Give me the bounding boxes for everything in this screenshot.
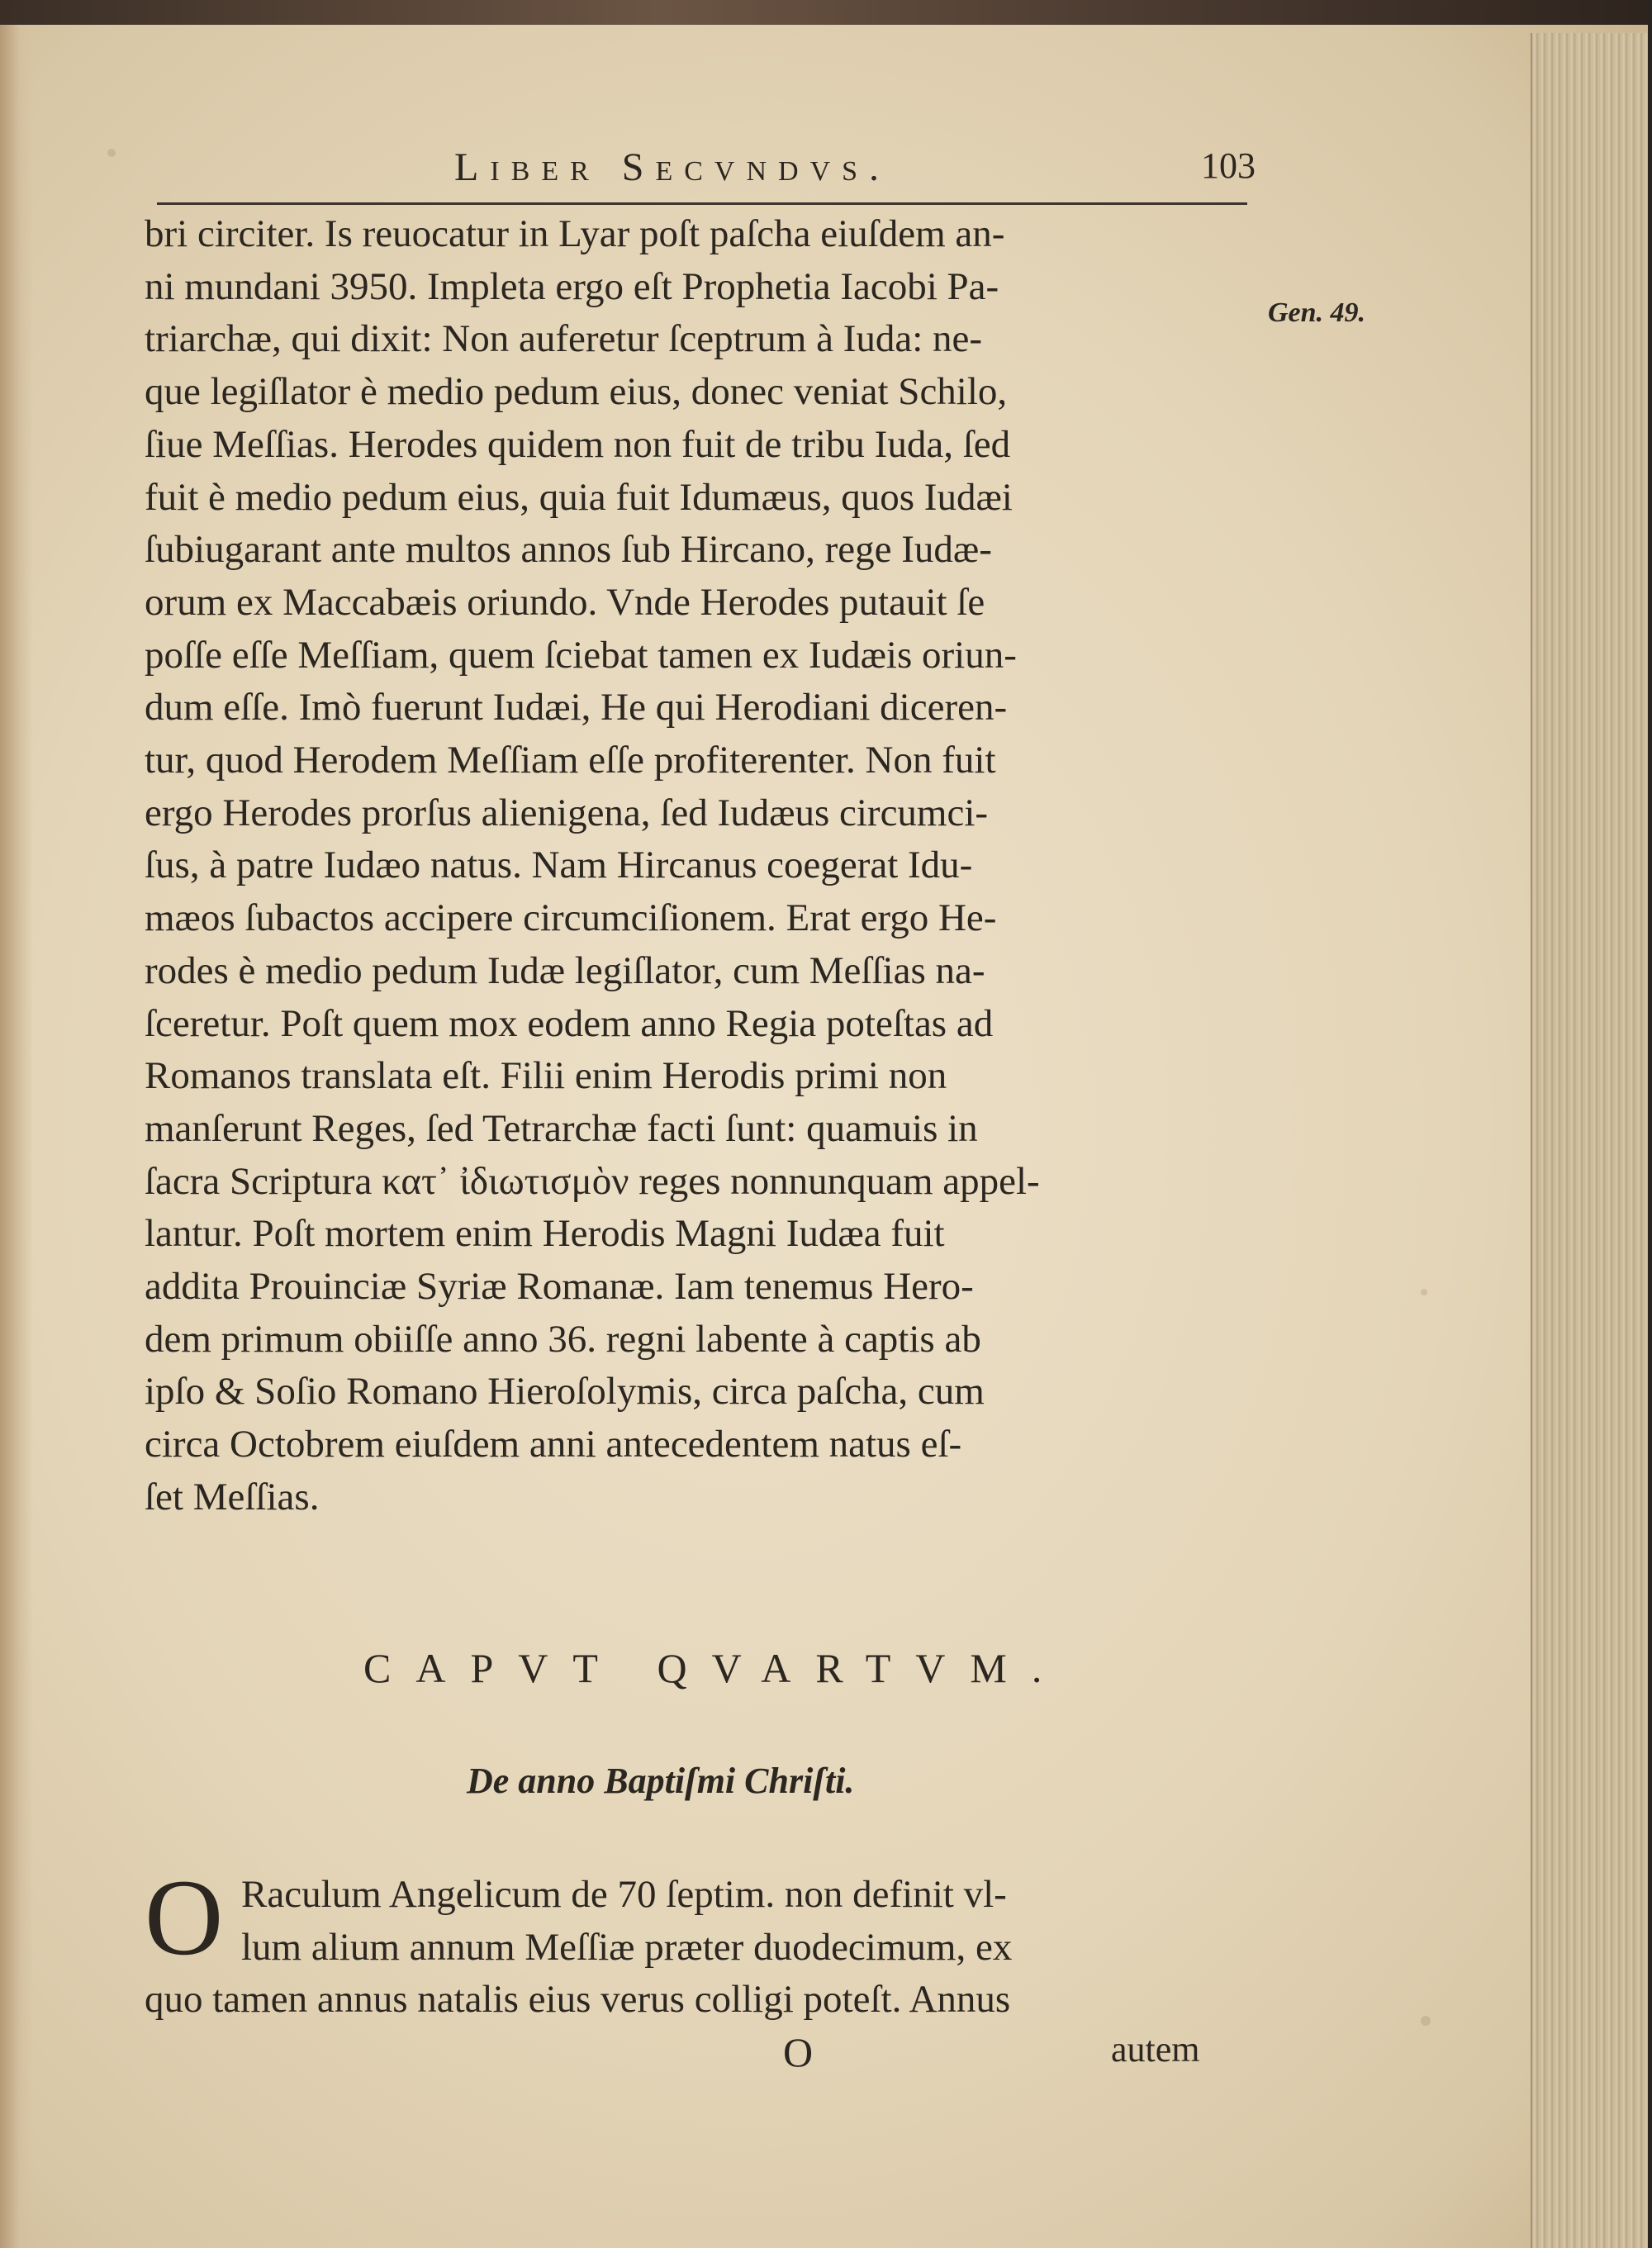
text-line: dum eſſe. Imò fuerunt Iudæi, He qui Herodiani diceren- [145,686,1008,730]
text-line: quo tamen annus natalis eius verus colligi poteſt. Annus [145,1978,1011,2022]
page-gutter [0,25,33,2248]
drop-cap: O [145,1856,224,1978]
text-line: ſacra Scriptura κατ᾽ ἰδιωτισμὸν reges nonnunquam appel- [145,1159,1040,1203]
running-title: Liber Secvndvs. [454,145,891,189]
text-line: orum ex Maccabæis oriundo. Vnde Herodes putauit ſe [145,580,985,624]
header-rule [157,202,1247,205]
text-line: mæos ſubactos accipere circumciſionem. Erat ergo He- [145,896,997,940]
page-fore-edge [1531,33,1648,2248]
text-line: ipſo & Soſio Romano Hieroſolymis, circa paſcha, cum [145,1370,985,1414]
book-spine-edge [0,0,1648,25]
running-header [157,145,1256,194]
text-line: bri circiter. Is reuocatur in Lyar poſt paſcha eiuſdem an- [145,212,1005,255]
text-line: triarchæ, qui dixit: Non auferetur ſceptrum à Iuda: ne- [145,317,983,361]
text-line: manſerunt Reges, ſed Tetrarchæ facti ſunt: quamuis in [145,1106,978,1150]
catchword: autem [1111,2029,1200,2070]
foxing-spot [1421,1289,1427,1295]
text-line: tur, quod Herodem Meſſiam eſſe profiterenter. Non fuit [145,739,996,782]
margin-note: Gen. 49. [1268,297,1366,328]
foxing-spot [107,149,116,157]
text-line: lantur. Poſt mortem enim Herodis Magni Iudæa fuit [145,1212,945,1256]
text-line: ergo Herodes prorſus alienigena, ſed Iudæus circumci- [145,791,989,834]
chapter-title: CAPVT QVARTVM. [363,1645,1067,1691]
text-line: rodes è medio pedum Iudæ legiſlator, cum Meſſias na- [145,948,985,992]
text-line: ſet Meſſias. [145,1475,320,1518]
text-line: Raculum Angelicum de 70 ſeptim. non definit vl- [241,1873,1007,1916]
foxing-spot [1421,2016,1431,2026]
text-line: dem primum obiiſſe anno 36. regni labente à captis ab [145,1317,981,1361]
text-line: circa Octobrem eiuſdem anni antecedentem natus eſ- [145,1423,962,1466]
text-line: lum alium annum Meſſiæ præter duodecimum, ex [241,1925,1013,1969]
body-text [145,208,1256,1524]
text-line: Romanos translata eſt. Filii enim Herodis primi non [145,1054,947,1098]
text-line: ſus, à patre Iudæo natus. Nam Hircanus coegerat Idu- [145,844,973,887]
chapter-subtitle: De anno Baptiſmi Chriſti. [467,1761,855,1801]
text-line: ſiue Meſſias. Herodes quidem non fuit de tribu Iuda, ſed [145,422,1011,466]
chapter-text [145,1869,1257,2027]
text-line: ſubiugarant ante multos annos ſub Hircano, rege Iudæ- [145,528,992,572]
text-line: que legiſlator è medio pedum eius, donec veniat Schilo, [145,370,1008,414]
text-line: addita Prouinciæ Syriæ Romanæ. Iam tenemus Hero- [145,1265,974,1309]
page-number: 103 [1201,145,1256,186]
signature-mark: O [783,2029,814,2075]
text-line: ni mundani 3950. Impleta ergo eſt Prophetia Iacobi Pa- [145,264,999,308]
text-line: fuit è medio pedum eius, quia fuit Idumæus, quos Iudæi [145,475,1013,519]
text-line: poſſe eſſe Meſſiam, quem ſciebat tamen ex Iudæis oriun- [145,633,1017,677]
text-line: ſceretur. Poſt quem mox eodem anno Regia poteſtas ad [145,1001,994,1045]
